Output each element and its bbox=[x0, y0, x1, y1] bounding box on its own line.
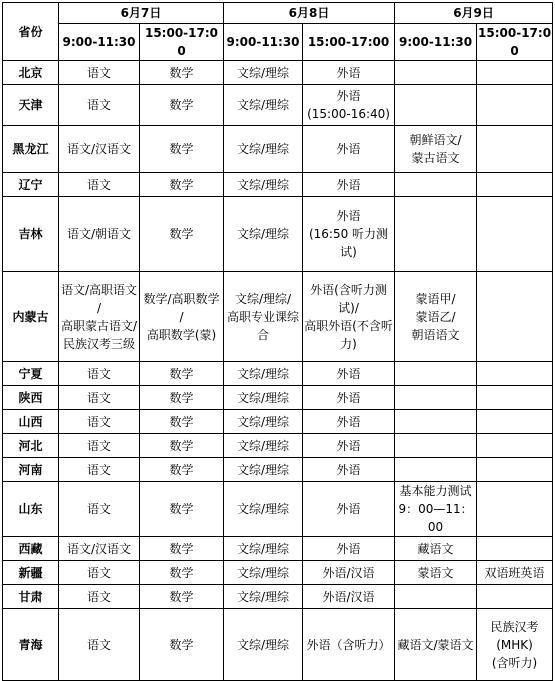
schedule-cell bbox=[224, 173, 303, 197]
cell-line: (MHK) bbox=[496, 637, 533, 652]
schedule-cell bbox=[59, 561, 140, 585]
table-row bbox=[3, 561, 553, 585]
cell-line: 外语/汉语 bbox=[322, 565, 375, 580]
exam-schedule-table bbox=[2, 2, 553, 681]
schedule-cell bbox=[303, 482, 395, 537]
cell-line: 外语 bbox=[336, 89, 361, 103]
schedule-cell bbox=[477, 609, 553, 681]
schedule-cell bbox=[477, 386, 553, 410]
cell-line: (15:00-16:40) bbox=[307, 107, 390, 121]
province-cell: 宁夏 bbox=[3, 362, 59, 386]
province-cell: 山东 bbox=[3, 482, 59, 537]
schedule-cell bbox=[140, 386, 224, 410]
schedule-cell bbox=[395, 85, 477, 126]
cell-line: 高职专业课综 bbox=[227, 309, 300, 324]
schedule-cell bbox=[395, 272, 477, 362]
date-header-jun8: 6月8日 bbox=[224, 3, 395, 24]
province-cell: 山西 bbox=[3, 410, 59, 434]
schedule-cell bbox=[59, 85, 140, 126]
cell-line: 文综/理综/ bbox=[234, 291, 292, 306]
cell-line: 外语 bbox=[336, 142, 361, 156]
schedule-cell bbox=[395, 197, 477, 272]
province-cell: 陕西 bbox=[3, 386, 59, 410]
schedule-cell bbox=[303, 126, 395, 173]
cell-line: 高职外语(不含听 bbox=[304, 318, 393, 333]
cell-line: 蒙语乙/ bbox=[415, 309, 456, 324]
time-header: 9:00-11:30 bbox=[224, 24, 303, 61]
province-cell: 河南 bbox=[3, 458, 59, 482]
schedule-cell bbox=[140, 272, 224, 362]
cell-line: 文综/理综 bbox=[236, 142, 290, 156]
schedule-cell bbox=[224, 585, 303, 609]
province-cell: 吉林 bbox=[3, 197, 59, 272]
schedule-cell bbox=[477, 482, 553, 537]
table-row bbox=[3, 609, 553, 681]
schedule-cell bbox=[140, 173, 224, 197]
cell-line: 外语 bbox=[336, 65, 361, 80]
date-header-jun7: 6月7日 bbox=[59, 3, 224, 24]
schedule-cell bbox=[395, 362, 477, 386]
cell-line: 数学 bbox=[169, 438, 194, 453]
schedule-cell bbox=[303, 561, 395, 585]
table-row bbox=[3, 386, 553, 410]
schedule-cell bbox=[224, 561, 303, 585]
schedule-cell bbox=[477, 362, 553, 386]
province-cell: 青海 bbox=[3, 609, 59, 681]
schedule-cell bbox=[59, 272, 140, 362]
cell-line: 藏语文 bbox=[417, 541, 454, 556]
table-row bbox=[3, 434, 553, 458]
province-cell: 辽宁 bbox=[3, 173, 59, 197]
schedule-cell bbox=[59, 410, 140, 434]
schedule-cell bbox=[140, 561, 224, 585]
table-row bbox=[3, 272, 553, 362]
cell-line: (含听力) bbox=[491, 655, 538, 670]
schedule-cell bbox=[224, 386, 303, 410]
schedule-cell bbox=[303, 61, 395, 85]
cell-line: 外语 bbox=[336, 462, 361, 477]
schedule-cell bbox=[140, 434, 224, 458]
cell-line: 语文 bbox=[86, 438, 111, 453]
cell-line: / bbox=[179, 309, 184, 324]
province-cell: 黑龙江 bbox=[3, 126, 59, 173]
cell-line: 语文 bbox=[86, 589, 111, 604]
cell-line: 试) bbox=[340, 245, 357, 259]
schedule-cell bbox=[303, 458, 395, 482]
cell-line: 文综/理综 bbox=[236, 227, 290, 241]
schedule-cell bbox=[59, 537, 140, 561]
cell-line: 数学 bbox=[169, 177, 194, 192]
province-cell: 新疆 bbox=[3, 561, 59, 585]
cell-line: / bbox=[96, 300, 102, 315]
schedule-cell bbox=[395, 585, 477, 609]
schedule-cell bbox=[224, 126, 303, 173]
time-header: 9:00-11:30 bbox=[59, 24, 140, 61]
cell-line: 文综/理综 bbox=[236, 589, 290, 604]
table-row bbox=[3, 173, 553, 197]
schedule-cell bbox=[395, 609, 477, 681]
schedule-cell bbox=[59, 585, 140, 609]
cell-line: 数学 bbox=[169, 502, 194, 516]
cell-line: 语文 bbox=[86, 98, 111, 112]
schedule-cell bbox=[224, 537, 303, 561]
schedule-cell bbox=[477, 434, 553, 458]
cell-line: 数学 bbox=[169, 227, 194, 241]
schedule-cell bbox=[224, 609, 303, 681]
cell-line: 外语 bbox=[336, 390, 361, 405]
cell-line: 蒙古语文 bbox=[411, 151, 460, 165]
schedule-cell bbox=[59, 61, 140, 85]
table-row bbox=[3, 197, 553, 272]
table-row bbox=[3, 537, 553, 561]
schedule-cell bbox=[395, 458, 477, 482]
cell-line: 文综/理综 bbox=[236, 565, 290, 580]
schedule-cell bbox=[395, 61, 477, 85]
schedule-cell bbox=[59, 197, 140, 272]
schedule-cell bbox=[140, 85, 224, 126]
cell-line: 文综/理综 bbox=[236, 637, 290, 652]
cell-line: 语文 bbox=[86, 502, 111, 516]
schedule-cell bbox=[140, 537, 224, 561]
schedule-cell bbox=[59, 458, 140, 482]
cell-line: 语文 bbox=[86, 637, 111, 652]
schedule-cell bbox=[303, 609, 395, 681]
schedule-cell bbox=[140, 458, 224, 482]
time-header: 9:00-11:30 bbox=[395, 24, 477, 61]
province-header: 省份 bbox=[3, 3, 59, 61]
schedule-cell bbox=[477, 85, 553, 126]
schedule-cell bbox=[140, 585, 224, 609]
province-cell: 西藏 bbox=[3, 537, 59, 561]
schedule-cell bbox=[224, 458, 303, 482]
cell-line: 语文 bbox=[86, 414, 111, 429]
cell-line: 外语 bbox=[336, 177, 361, 192]
cell-line: 语文 bbox=[86, 366, 111, 381]
cell-line: 语文/高职语文 bbox=[60, 282, 138, 297]
schedule-cell bbox=[477, 410, 553, 434]
schedule-cell bbox=[224, 85, 303, 126]
time-header: 15:00-17:00 bbox=[303, 24, 395, 61]
schedule-cell bbox=[224, 362, 303, 386]
cell-line: 文综/理综 bbox=[236, 177, 290, 192]
cell-line: 外语 bbox=[336, 414, 361, 429]
schedule-cell bbox=[477, 126, 553, 173]
cell-line: 数学 bbox=[169, 541, 194, 556]
schedule-cell bbox=[224, 197, 303, 272]
cell-line: 数学 bbox=[169, 366, 194, 381]
cell-line: 外语 bbox=[336, 541, 361, 556]
schedule-cell bbox=[477, 458, 553, 482]
cell-line: 语文 bbox=[86, 390, 111, 405]
time-header: 15:00-17:00 bbox=[477, 24, 553, 61]
table-row bbox=[3, 410, 553, 434]
cell-line: 藏语文/蒙语文 bbox=[397, 637, 474, 652]
schedule-cell bbox=[395, 434, 477, 458]
schedule-cell bbox=[477, 272, 553, 362]
table-row bbox=[3, 585, 553, 609]
cell-line: 民族汉考 bbox=[490, 619, 539, 634]
schedule-cell bbox=[395, 386, 477, 410]
schedule-cell bbox=[224, 482, 303, 537]
cell-line: 数学 bbox=[169, 565, 194, 580]
cell-line: 外语（含听力） bbox=[306, 637, 391, 652]
cell-line: 数学 bbox=[169, 414, 194, 429]
cell-line: 数学 bbox=[169, 462, 194, 477]
province-cell: 甘肃 bbox=[3, 585, 59, 609]
schedule-cell bbox=[303, 434, 395, 458]
cell-line: 文综/理综 bbox=[236, 541, 290, 556]
schedule-cell bbox=[395, 173, 477, 197]
cell-line: 语文/汉语文 bbox=[66, 541, 132, 556]
schedule-cell bbox=[59, 386, 140, 410]
schedule-cell bbox=[303, 362, 395, 386]
cell-line: 试)/ bbox=[338, 300, 359, 315]
schedule-cell bbox=[140, 61, 224, 85]
schedule-cell bbox=[303, 272, 395, 362]
cell-line: 语文/朝语文 bbox=[66, 227, 132, 241]
schedule-cell bbox=[477, 561, 553, 585]
cell-line: 外语 bbox=[336, 502, 361, 516]
schedule-cell bbox=[395, 561, 477, 585]
cell-line: 数学 bbox=[169, 390, 194, 405]
schedule-cell bbox=[303, 537, 395, 561]
cell-line: 语文 bbox=[86, 462, 111, 477]
schedule-cell bbox=[59, 126, 140, 173]
cell-line: 高职数学(蒙) bbox=[146, 327, 217, 342]
schedule-cell bbox=[140, 609, 224, 681]
header-date-row bbox=[3, 3, 553, 24]
schedule-cell bbox=[303, 410, 395, 434]
cell-line: 基本能力测试 bbox=[399, 484, 472, 498]
cell-line: 外语 bbox=[336, 366, 361, 381]
schedule-cell bbox=[140, 482, 224, 537]
cell-line: 力) bbox=[340, 336, 357, 351]
cell-line: 文综/理综 bbox=[236, 438, 290, 453]
schedule-cell bbox=[477, 537, 553, 561]
schedule-cell bbox=[303, 197, 395, 272]
schedule-cell bbox=[59, 609, 140, 681]
schedule-cell bbox=[224, 61, 303, 85]
schedule-cell bbox=[477, 61, 553, 85]
cell-line: 朝鲜语文/ bbox=[409, 133, 462, 147]
cell-line: 9：00—11：00 bbox=[398, 502, 473, 534]
cell-line: 双语班英语 bbox=[484, 565, 545, 580]
schedule-cell bbox=[477, 197, 553, 272]
schedule-cell bbox=[59, 173, 140, 197]
schedule-cell bbox=[477, 585, 553, 609]
cell-line: 文综/理综 bbox=[236, 390, 290, 405]
cell-line: 文综/理综 bbox=[236, 98, 290, 112]
table-row bbox=[3, 362, 553, 386]
province-cell: 内蒙古 bbox=[3, 272, 59, 362]
cell-line: 数学/高职数学 bbox=[143, 291, 220, 306]
cell-line: 文综/理综 bbox=[236, 502, 290, 516]
schedule-cell bbox=[303, 173, 395, 197]
cell-line: 数学 bbox=[169, 589, 194, 604]
schedule-cell bbox=[224, 434, 303, 458]
schedule-cell bbox=[395, 537, 477, 561]
cell-line: 语文 bbox=[86, 177, 111, 192]
province-cell: 北京 bbox=[3, 61, 59, 85]
cell-line: 文综/理综 bbox=[236, 65, 290, 80]
cell-line: 外语/汉语 bbox=[322, 589, 375, 604]
cell-line: 民族汉考三级 bbox=[62, 336, 135, 351]
province-cell: 天津 bbox=[3, 85, 59, 126]
date-header-jun9: 6月9日 bbox=[395, 3, 553, 24]
cell-line: 文综/理综 bbox=[236, 462, 290, 477]
schedule-cell bbox=[395, 126, 477, 173]
schedule-cell bbox=[59, 482, 140, 537]
cell-line: 文综/理综 bbox=[236, 366, 290, 381]
table-row bbox=[3, 458, 553, 482]
cell-line: 语文 bbox=[86, 65, 111, 80]
cell-line: 语文 bbox=[86, 565, 111, 580]
schedule-cell bbox=[140, 126, 224, 173]
cell-line: 高职蒙古语文/ bbox=[60, 318, 138, 333]
cell-line: 外语 bbox=[336, 438, 361, 453]
cell-line: 外语(含听力测 bbox=[310, 282, 387, 297]
cell-line: (16:50 听力测 bbox=[308, 227, 389, 241]
cell-line: 外语 bbox=[336, 209, 361, 223]
table-row bbox=[3, 126, 553, 173]
schedule-cell bbox=[59, 434, 140, 458]
schedule-cell bbox=[140, 197, 224, 272]
cell-line: 语文/汉语文 bbox=[66, 142, 132, 156]
schedule-cell bbox=[59, 362, 140, 386]
schedule-cell bbox=[140, 362, 224, 386]
table-row bbox=[3, 61, 553, 85]
schedule-cell bbox=[395, 410, 477, 434]
cell-line: 数学 bbox=[169, 637, 194, 652]
cell-line: 数学 bbox=[169, 98, 194, 112]
schedule-cell bbox=[303, 85, 395, 126]
table-row bbox=[3, 482, 553, 537]
cell-line: 文综/理综 bbox=[236, 414, 290, 429]
province-cell: 河北 bbox=[3, 434, 59, 458]
cell-line: 朝语语文 bbox=[411, 327, 460, 342]
cell-line: 数学 bbox=[169, 65, 194, 80]
cell-line: 蒙语文 bbox=[417, 565, 454, 580]
table-row bbox=[3, 85, 553, 126]
time-header: 15:00-17:00 bbox=[140, 24, 224, 61]
schedule-cell bbox=[140, 410, 224, 434]
schedule-cell bbox=[303, 585, 395, 609]
schedule-cell bbox=[224, 410, 303, 434]
schedule-cell bbox=[395, 482, 477, 537]
table-body bbox=[3, 61, 553, 681]
schedule-cell bbox=[477, 173, 553, 197]
schedule-cell bbox=[224, 272, 303, 362]
schedule-cell bbox=[303, 386, 395, 410]
cell-line: 蒙语甲/ bbox=[415, 291, 456, 306]
cell-line: 数学 bbox=[169, 142, 194, 156]
header-time-row bbox=[3, 24, 553, 61]
cell-line: 合 bbox=[257, 327, 270, 342]
